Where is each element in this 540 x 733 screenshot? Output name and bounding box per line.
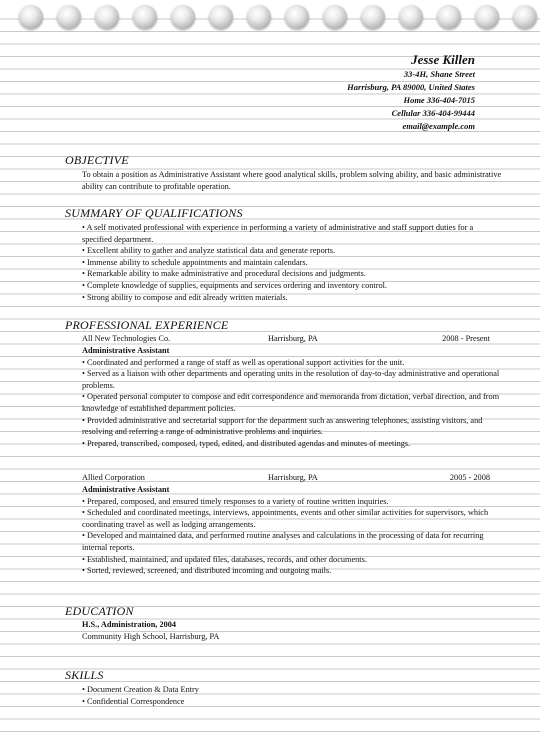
binder-hole <box>19 5 43 29</box>
degree: H.S., Administration, 2004 <box>82 620 177 629</box>
experience-heading: PROFESSIONAL EXPERIENCE <box>65 318 229 332</box>
binder-hole <box>133 5 157 29</box>
binder-holes <box>0 5 540 35</box>
list-item: • Document Creation & Data Entry <box>82 685 199 694</box>
email-address[interactable]: email@example.com <box>402 121 475 131</box>
job-location: Harrisburg, PA <box>268 473 318 482</box>
list-item: • Prepared, transcribed, composed, typed, edited, and distributed agendas and minutes of meetings. <box>82 438 411 448</box>
objective-text: To obtain a position as Administrative Assistant where good analytical skills, problem solving ability, and basic administrative ability can contribute to profitable operation. <box>82 170 502 191</box>
binder-hole <box>57 5 81 29</box>
binder-hole <box>285 5 309 29</box>
skills-list <box>82 684 502 707</box>
list-item: • Prepared, composed, and ensured timely responses to a variety of routine written inquiries. <box>82 496 389 506</box>
job-details <box>82 484 502 577</box>
binder-hole <box>475 5 499 29</box>
list-item: • Confidential Correspondence <box>82 696 185 706</box>
list-item: • Established, maintained, and updated files, databases, records, and other documents. <box>82 554 367 564</box>
job-role: Administrative Assistant <box>82 485 170 494</box>
list-item: • Remarkable ability to make administrative and procedural decisions and judgments. <box>82 269 366 279</box>
binder-hole <box>209 5 233 29</box>
home-phone: Home 336-404-7015 <box>403 95 475 105</box>
list-item: • Strong ability to compose and edit already written materials. <box>82 292 288 302</box>
education-heading: EDUCATION <box>65 604 134 618</box>
list-item: • Immense ability to schedule appointments and maintain calendars. <box>82 257 308 267</box>
school: Community High School, Harrisburg, PA <box>82 631 220 641</box>
list-item: • Developed and maintained data, and performed routine analyses and calculations in the processing of data for recurring internal reports. <box>82 531 484 552</box>
binder-hole <box>323 5 347 29</box>
address-line-1: 33-4H, Shane Street <box>403 69 475 79</box>
list-item: • A self motivated professional with experience in performing a variety of administrative and staff support duties for a specified department. <box>82 223 474 244</box>
education-details <box>82 619 502 642</box>
contact-header <box>347 52 475 133</box>
binder-hole <box>399 5 423 29</box>
company-name: All New Technologies Co. <box>82 334 171 343</box>
binder-hole <box>171 5 195 29</box>
list-item: • Scheduled and coordinated meetings, interviews, appointments, events and other similar activities for supervisors, which coordinating travel as well as lodging arrangements. <box>82 508 489 529</box>
job-details <box>82 345 502 449</box>
job-dates: 2005 - 2008 <box>449 473 490 482</box>
list-item: • Complete knowledge of supplies, equipments and services ordering and inventory control. <box>82 280 387 290</box>
binder-hole <box>247 5 271 29</box>
skills-heading: SKILLS <box>65 668 104 682</box>
list-item: • Excellent ability to gather and analyze statistical data and generate reports. <box>82 246 336 256</box>
cell-phone: Cellular 336-404-99444 <box>391 108 475 118</box>
job-dates: 2008 - Present <box>442 334 490 343</box>
job-location: Harrisburg, PA <box>268 334 318 343</box>
list-item: • Sorted, reviewed, screened, and distributed incoming and outgoing mails. <box>82 566 332 576</box>
list-item: • Operated personal computer to compose and edit correspondence and memoranda from dictation, verbal direction, and from knowledge of established department policies. <box>82 392 500 413</box>
binder-hole <box>95 5 119 29</box>
job-role: Administrative Assistant <box>82 346 170 355</box>
binder-hole <box>513 5 537 29</box>
candidate-name: Jesse Killen <box>411 52 475 67</box>
address-line-2: Harrisburg, PA 89000, United States <box>347 82 475 92</box>
list-item: • Coordinated and performed a range of staff as well as operational support activities for the unit. <box>82 357 405 367</box>
summary-heading: SUMMARY OF QUALIFICATIONS <box>65 206 243 220</box>
binder-hole <box>361 5 385 29</box>
list-item: • Provided administrative and secretarial support for the department such as answering telephones, assisting visitors, and resolving and referring a range of administrative problems and inquiries. <box>82 415 483 437</box>
objective-heading: OBJECTIVE <box>65 153 129 167</box>
list-item: • Served as a liaison with other departments and operating units in the resolution of day-to-day administrative and operational problems. <box>82 369 500 390</box>
company-name: Allied Corporation <box>82 473 145 482</box>
summary-list <box>82 222 502 303</box>
binder-hole <box>437 5 461 29</box>
